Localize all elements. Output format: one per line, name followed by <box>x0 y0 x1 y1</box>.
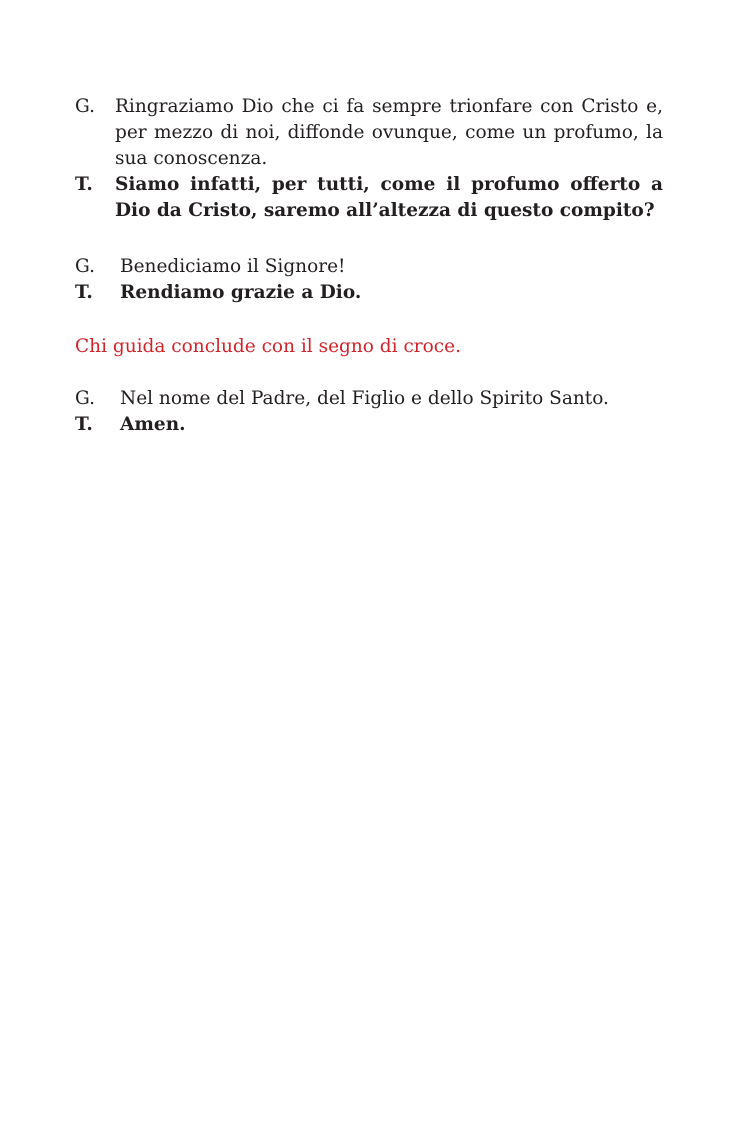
leader-line <box>75 94 663 172</box>
leader-text: Benediciamo il Signore! <box>120 256 346 277</box>
leader-line <box>75 254 663 280</box>
leader-text: Ringraziamo Dio che ci fa sempre trionfare con Cristo e, per mezzo di noi, diffonde ovunque, come un profumo, la sua conoscenza. <box>115 96 663 169</box>
all-text: Siamo infatti, per tutti, come il profumo offerto a Dio da Cristo, saremo all’altezza di questo compito? <box>115 174 663 221</box>
dialogue-section-3 <box>75 386 663 438</box>
rubric-instruction: Chi guida conclude con il segno di croce. <box>75 336 461 357</box>
dialogue-section-1 <box>75 94 663 224</box>
all-line <box>75 172 663 224</box>
leader-text: Nel nome del Padre, del Figlio e dello Spirito Santo. <box>120 388 609 409</box>
speaker-all: T. <box>75 174 93 195</box>
all-text: Rendiamo grazie a Dio. <box>120 282 362 303</box>
all-line <box>75 412 663 438</box>
speaker-leader: G. <box>75 96 95 117</box>
speaker-all: T. <box>75 282 93 303</box>
dialogue-section-2 <box>75 254 663 306</box>
speaker-leader: G. <box>75 388 95 409</box>
speaker-all: T. <box>75 414 93 435</box>
speaker-leader: G. <box>75 256 95 277</box>
all-text: Amen. <box>120 414 186 435</box>
leader-line <box>75 386 663 412</box>
all-line <box>75 280 663 306</box>
